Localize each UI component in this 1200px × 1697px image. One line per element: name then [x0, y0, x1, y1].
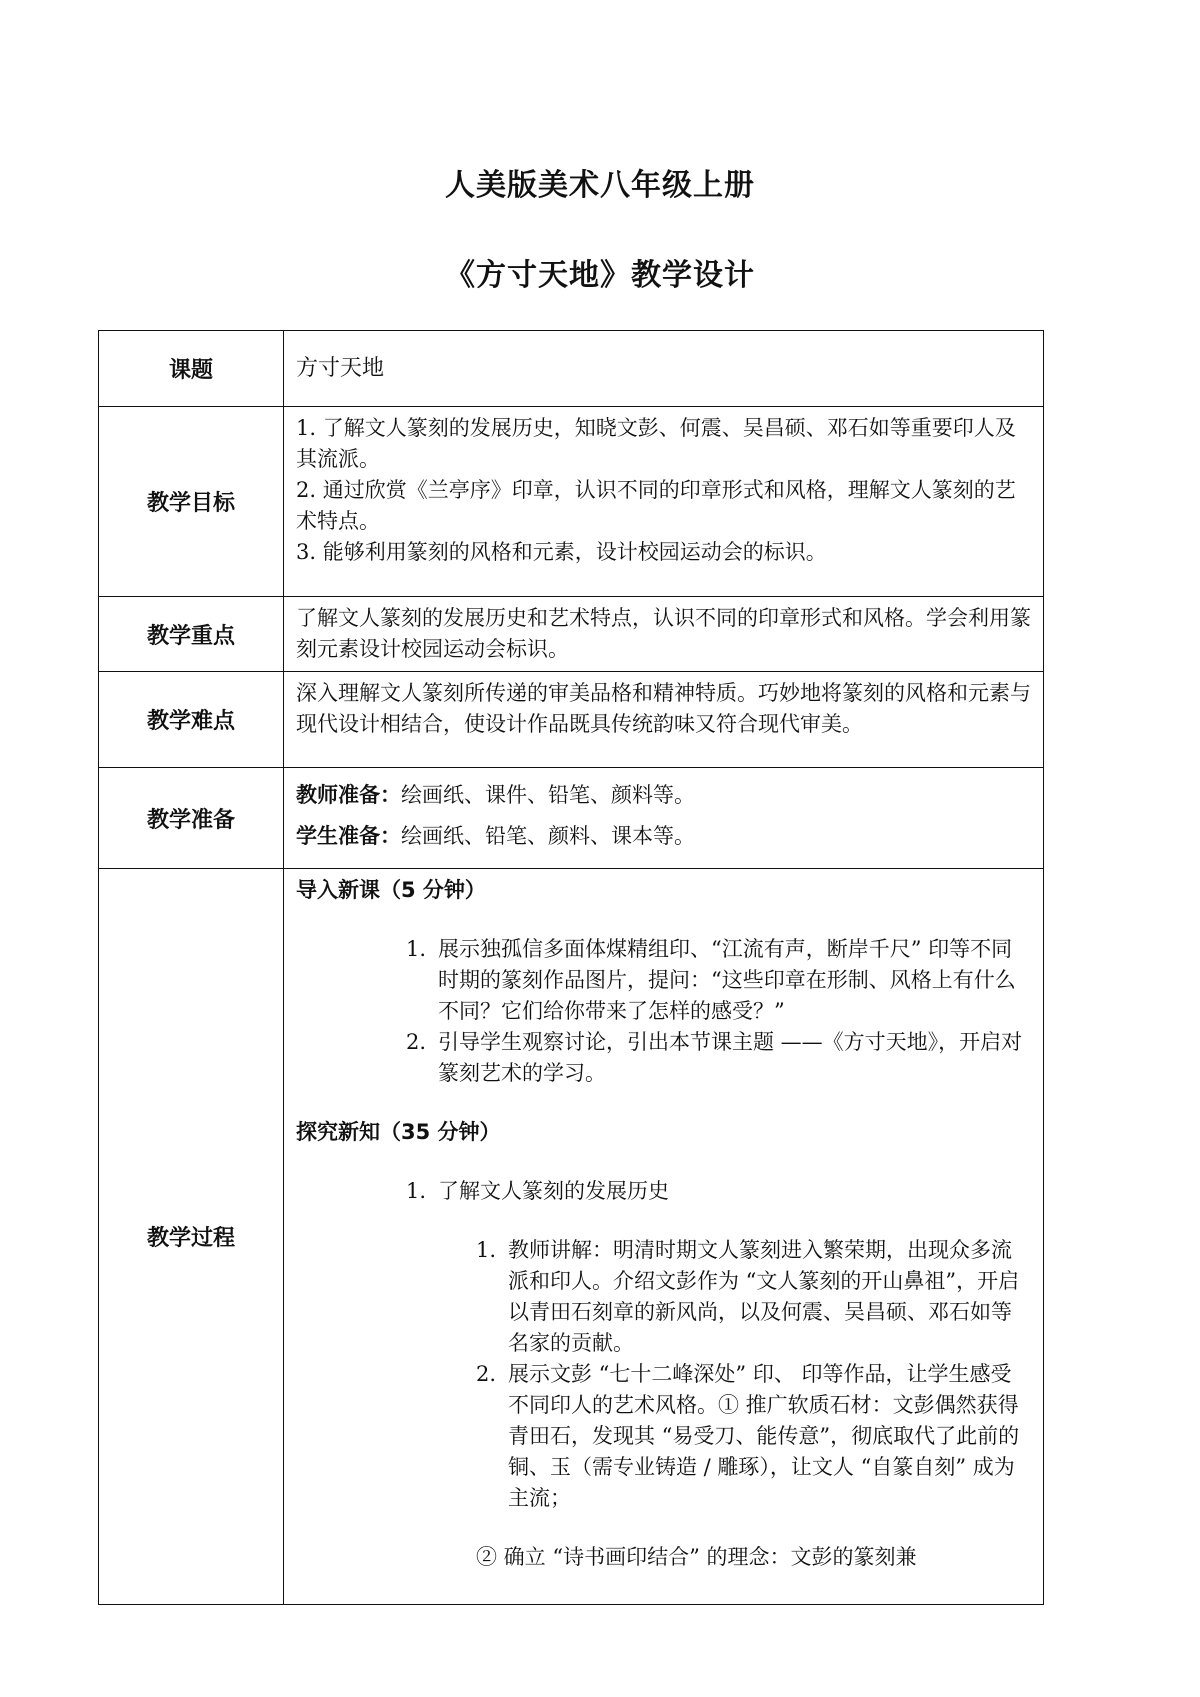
process-content — [284, 869, 1044, 1605]
explore-substep — [476, 1359, 1031, 1514]
goals-label: 教学目标 — [99, 407, 284, 597]
table-row-preparation — [99, 768, 1044, 869]
intro-step-text: 引导学生观察讨论，引出本节课主题 ——《方寸天地》，开启对篆刻艺术的学习。 — [438, 1030, 1023, 1085]
difficulty-content: 深入理解文人篆刻所传递的审美品格和精神特质。巧妙地将篆刻的风格和元素与现代设计相结合，使设计作品既具传统韵味又符合现代审美。 — [284, 672, 1044, 768]
goals-content — [284, 407, 1044, 597]
prep-label: 教学准备 — [99, 768, 284, 869]
goal-item: 3. 能够利用篆刻的风格和元素，设计校园运动会的标识。 — [296, 540, 827, 564]
student-prep — [296, 821, 1031, 852]
teacher-prep-label: 教师准备： — [296, 783, 401, 807]
process-label: 教学过程 — [99, 869, 284, 1605]
table-row-topic — [99, 331, 1044, 407]
explore-step-number: 1. — [406, 1179, 427, 1203]
lesson-plan-table — [98, 330, 1044, 1605]
document-title-line1: 人美版美术八年级上册 — [445, 168, 755, 203]
student-prep-text: 绘画纸、铅笔、颜料、课本等。 — [401, 824, 695, 848]
difficulty-label: 教学难点 — [99, 672, 284, 768]
explore-step-text: 了解文人篆刻的发展历史 — [438, 1179, 669, 1203]
topic-label: 课题 — [99, 331, 284, 407]
explore-substep-number: 2. — [476, 1362, 497, 1386]
explore-step — [406, 1176, 1031, 1207]
explore-substep-text: 教师讲解：明清时期文人篆刻进入繁荣期，出现众多流派和印人。介绍文彭作为 “文人篆刻的开山鼻祖”，开启以青田石刻章的新风尚，以及何震、吴昌硕、邓石如等名家的贡献。 — [508, 1238, 1020, 1355]
explore-substep-number: 1. — [476, 1238, 497, 1262]
prep-content — [284, 768, 1044, 869]
table-row-difficulty — [99, 672, 1044, 768]
goal-item: 2. 通过欣赏《兰亭序》印章，认识不同的印章形式和风格，理解文人篆刻的艺术特点。 — [296, 478, 1016, 533]
key-content: 了解文人篆刻的发展历史和艺术特点，认识不同的印章形式和风格。学会利用篆刻元素设计校园运动会标识。 — [284, 597, 1044, 672]
intro-step — [406, 934, 1031, 1027]
table-row-process — [99, 869, 1044, 1605]
intro-step-number: 2. — [406, 1030, 427, 1054]
table-row-goals — [99, 407, 1044, 597]
intro-step-number: 1. — [406, 937, 427, 961]
teacher-prep — [296, 780, 1031, 811]
intro-step-text: 展示独孤信多面体煤精组印、“江流有声，断岸千尺” 印等不同时期的篆刻作品图片，提问：“这些印章在形制、风格上有什么不同？它们给你带来了怎样的感受？” — [438, 937, 1016, 1023]
document-title-line2: 《方寸天地》教学设计 — [445, 258, 755, 293]
teacher-prep-text: 绘画纸、课件、铅笔、颜料等。 — [401, 783, 695, 807]
explore-heading: 探究新知（35 分钟） — [296, 1120, 501, 1144]
table-row-key-points — [99, 597, 1044, 672]
topic-value: 方寸天地 — [284, 331, 1044, 407]
key-label: 教学重点 — [99, 597, 284, 672]
intro-step — [406, 1027, 1031, 1089]
explore-substep — [476, 1235, 1031, 1359]
student-prep-label: 学生准备： — [296, 824, 401, 848]
explore-substep-text: 展示文彭 “七十二峰深处” 印、 印等作品，让学生感受不同印人的艺术风格。① 推广软质石材：文彭偶然获得青田石，发现其 “易受刀、能传意”，彻底取代了此前的铜、玉（需专业铸造 / 雕琢），让文人 “自篆自刻” 成为主流； — [508, 1362, 1020, 1510]
intro-heading: 导入新课（5 分钟） — [296, 878, 486, 902]
goal-item: 1. 了解文人篆刻的发展历史，知晓文彭、何震、吴昌硕、邓石如等重要印人及其流派。 — [296, 416, 1016, 471]
explore-continuation: ② 确立 “诗书画印结合” 的理念：文彭的篆刻兼 — [476, 1545, 917, 1569]
